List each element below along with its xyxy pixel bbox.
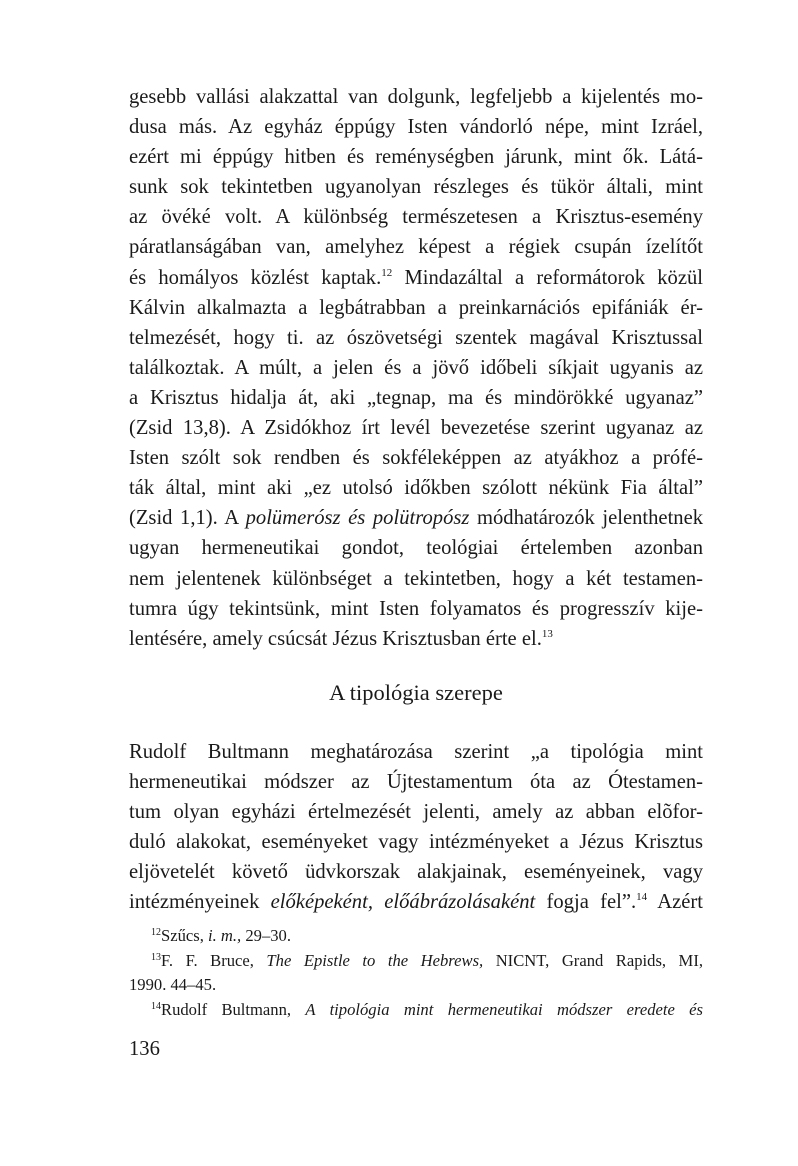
footnote-12 [129,924,703,949]
text-line: ezért mi éppúgy hitben és reménységben járunk, mint ők. Látá- [129,146,703,169]
italic-term: polümerósz és polütropósz [245,507,470,530]
text-line: gesebb vallási alakzattal van dolgunk, legfeljebb a kijelentés mo- [129,86,703,108]
footnote-reference[interactable]: 13 [541,627,553,640]
footnote-title: The Epistle to the Hebrews, [266,950,484,970]
text-segment: Mindazáltal a reformátorok közül [392,266,704,289]
footnote-title: A tipológia mint hermeneutikai módszer eredete és [305,1000,703,1020]
text-line: tumra úgy tekintsünk, mint Isten folyamatos és progresszív kije- [129,597,703,620]
text-line: találkoztak. A múlt, a jelen és a jövő időbeli síkjait ugyanis az [129,356,703,379]
footnotes [129,924,703,1023]
footnote-author: F. F. Bruce, [161,950,267,970]
footnote-author: Szűcs, [161,926,209,945]
footnote-reference[interactable]: 14 [636,891,648,904]
footnote-number: 13 [151,951,161,963]
text-line: Kálvin alkalmazta a legbátrabban a preinkarnációs epifániák ér- [129,296,703,319]
text-segment: módhatározók jelenthetnek [469,507,704,530]
text-line [129,503,703,533]
text-line: sunk sok tekintetben ugyanolyan részleges és tükör általi, mint [129,176,703,199]
text-segment: intézményeinek [129,891,271,914]
italic-term: előképeként, előábrázolásaként [270,891,536,914]
section-heading: A tipológia szerepe [329,680,503,705]
footnote-13 [129,949,703,974]
text-line: dusa más. Az egyház éppúgy Isten vándorló népe, mint Izráel, [129,116,703,139]
body-paragraph-1 [129,82,703,654]
footnote-14 [129,998,703,1023]
text-segment: lentésére, amely csúcsát Jézus Krisztusban érte el. [129,627,542,650]
text-line: Rudolf Bultmann meghatározása szerint „a tipológia mint [129,741,703,763]
footnote-title: i. m., [208,926,242,945]
text-segment: Azért [647,891,703,914]
text-line: (Zsid 13,8). A Zsidókhoz írt levél bevezetése szerint ugyanaz az [129,417,703,440]
text-line: ták által, mint aki „ez utolsó időkben szólott nékünk Fia által” [129,477,703,500]
footnote-text: 29–30. [241,926,291,945]
text-line: tum olyan egyházi értelmezését jelenti, amely az abban elõfor- [129,801,703,824]
text-segment: (Zsid 1,1). A [129,507,246,530]
text-line: nem jelentenek különbséget a tekintetben, hogy a két testamen- [129,567,703,590]
footnote-number: 14 [151,1001,161,1013]
text-line [129,624,703,654]
page-content [129,82,704,1060]
text-line [129,263,703,293]
text-line: páratlanságában van, amelyhez képest a régiek csupán ízelítőt [129,236,703,259]
text-line [129,887,703,917]
text-line: ugyan hermeneutikai gondot, teológiai értelemben azonban [129,537,703,560]
text-line: az övéké volt. A különbség természetesen a Krisztus-esemény [129,206,703,229]
body-paragraph-2 [129,737,703,918]
text-segment: fogja fel”. [535,891,637,914]
footnote-reference[interactable]: 12 [381,266,393,279]
text-line: telmezését, hogy ti. az ószövetségi szentek magával Krisztussal [129,326,703,349]
text-line: duló alakokat, eseményeket vagy intézményeket a Jézus Krisztus [129,831,703,854]
footnote-number: 12 [151,927,161,938]
footnote-13-continuation: 1990. 44–45. [129,975,217,995]
text-line: hermeneutikai módszer az Újtestamentum óta az Ótestamen- [129,771,703,794]
footnote-author: Rudolf Bultmann, [161,1000,306,1020]
page-number: 136 [129,1038,160,1060]
text-line: Isten szólt sok rendben és sokféleképpen az atyákhoz a prófé- [129,447,703,470]
text-segment: és homályos közlést kaptak. [129,266,382,289]
text-line: a Krisztus hidalja át, aki „tegnap, ma és mindörökké ugyanaz” [129,386,703,409]
text-line: eljövetelét követő üdvkorszak alakjainak, eseményeinek, vagy [129,861,703,884]
footnote-text: NICNT, Grand Rapids, MI, [483,950,703,970]
